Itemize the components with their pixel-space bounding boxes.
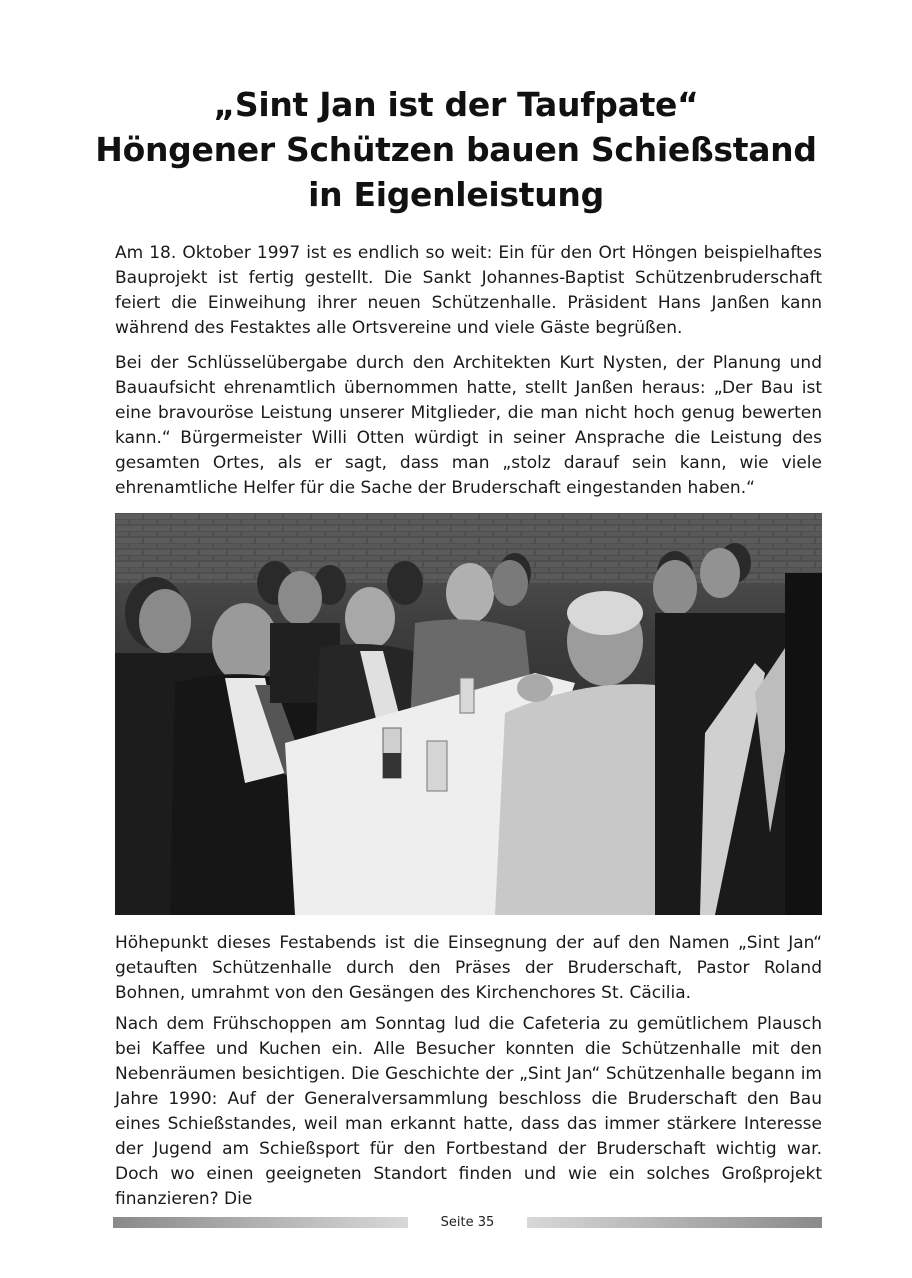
- title-line-1: „Sint Jan ist der Taufpate“: [213, 85, 699, 124]
- footer-bar-left: [113, 1217, 408, 1228]
- paragraph-3: Höhepunkt dieses Festabends ist die Einsegnung der auf den Namen „Sint Jan“ getauften Schützenhalle durch den Präses der Bruderschaft, Pastor Roland Bohnen, umrahmt von den Gesängen des Kirchenchores St. Cäcilia.: [115, 933, 822, 1003]
- page-footer: [113, 1214, 822, 1232]
- title-line-3: in Eigenleistung: [308, 175, 604, 214]
- article-title: [90, 82, 822, 217]
- paragraph-1: Am 18. Oktober 1997 ist es endlich so weit: Ein für den Ort Höngen beispielhaftes Bauprojekt ist fertig gestellt. Die Sankt Johannes-Baptist Schützenbruderschaft feiert die Einweihung ihrer neuen Schützenhalle. Präsident Hans Janßen kann während des Festaktes alle Ortsvereine und viele Gäste begrüßen.: [115, 243, 822, 338]
- paragraph-4: Nach dem Frühschoppen am Sonntag lud die Cafeteria zu gemütlichem Plausch bei Kaffee und Kuchen ein. Alle Besucher konnten die Schützenhalle mit den Nebenräumen besichtigen. Die Geschichte der „Sint Jan“ Schützenhalle begann im Jahre 1990: Auf der Generalversammlung beschloss die Bruderschaft den Bau eines Schießstandes, weil man erkannt hatte, dass das immer stärkere Interesse der Jugend am Schießsport für den Fortbestand der Bruderschaft wichtig war. Doch wo einen geeigneten Standort finden und wie ein solches Großprojekt finanzieren? Die: [115, 1014, 822, 1209]
- page-number: Seite 35: [440, 1215, 495, 1230]
- title-line-2: Höngener Schützen bauen Schießstand: [95, 130, 817, 169]
- footer-bar-right: [527, 1217, 822, 1228]
- paragraph-2: Bei der Schlüsselübergabe durch den Architekten Kurt Nysten, der Planung und Bauaufsicht ehrenamtlich übernommen hatte, stellt Janßen heraus: „Der Bau ist eine bravouröse Leistung unserer Mitglieder, die man nicht hoch genug bewerten kann.“ Bürgermeister Willi Otten würdigt in seiner Ansprache die Leistung des gesamten Ortes, als er sagt, dass man „stolz darauf sein kann, wie viele ehrenamtliche Helfer für die Sache der Bruderschaft eingestanden haben.“: [115, 353, 822, 498]
- event-photo: [115, 513, 822, 915]
